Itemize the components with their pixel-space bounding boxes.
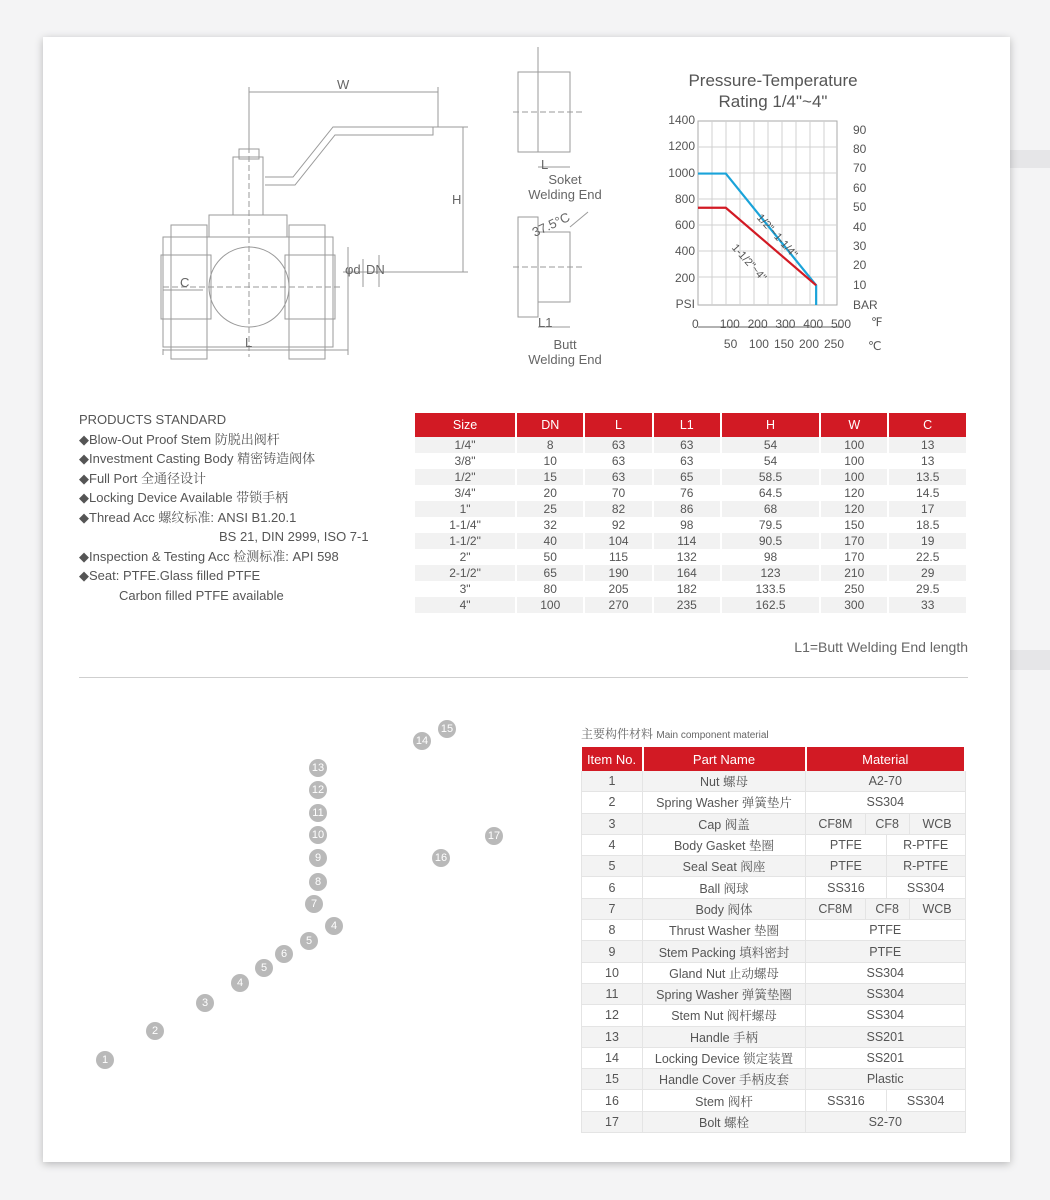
item-no-cell: 15 xyxy=(582,1069,643,1090)
dims-cell: 115 xyxy=(584,549,652,565)
material-cell: SS316 xyxy=(806,877,887,898)
dim-l1-label: L1 xyxy=(538,315,553,330)
part-name-cell: Bolt 螺栓 xyxy=(643,1111,806,1132)
dims-cell: 29.5 xyxy=(888,581,967,597)
table-row xyxy=(582,1026,966,1047)
dims-cell: 164 xyxy=(653,565,721,581)
dims-cell: 100 xyxy=(820,453,888,469)
angle-label: 37.5°C xyxy=(529,209,573,240)
dims-cell: 270 xyxy=(584,597,652,613)
dims-cell: 98 xyxy=(653,517,721,533)
item-no-cell: 10 xyxy=(582,962,643,983)
materials-header-cell: Part Name xyxy=(643,747,806,771)
dims-header-cell: C xyxy=(888,413,967,437)
x-bottom-tick: 200 xyxy=(798,337,819,351)
dims-cell: 40 xyxy=(516,533,584,549)
dims-cell: 80 xyxy=(516,581,584,597)
dims-cell: 120 xyxy=(820,501,888,517)
catalog-page xyxy=(43,37,1010,1162)
table-row xyxy=(582,877,966,898)
table-row xyxy=(415,485,967,501)
dims-cell: 17 xyxy=(888,501,967,517)
dims-cell: 90.5 xyxy=(721,533,820,549)
table-row xyxy=(415,533,967,549)
table-row xyxy=(582,1090,966,1111)
x-top-tick: 0 xyxy=(692,317,699,331)
material-cell: CF8M xyxy=(806,813,866,834)
chart-grid xyxy=(698,121,837,305)
dims-cell: 54 xyxy=(721,437,820,453)
dims-cell: 1-1/2" xyxy=(415,533,516,549)
series-label: 1-1/2"~4" xyxy=(729,242,769,284)
callout-number: 4 xyxy=(231,974,249,992)
callout-number: 5 xyxy=(255,959,273,977)
x-top-tick: 100 xyxy=(719,317,740,331)
dims-cell: 65 xyxy=(516,565,584,581)
table-row xyxy=(582,792,966,813)
dims-header-cell: Size xyxy=(415,413,516,437)
dims-cell: 70 xyxy=(584,485,652,501)
standard-item: ◆Thread Acc 螺纹标准: ANSI B1.20.1 xyxy=(79,509,297,525)
dims-cell: 104 xyxy=(584,533,652,549)
part-name-cell: Stem Nut 阀杆螺母 xyxy=(643,1005,806,1026)
products-standard xyxy=(79,410,369,605)
item-no-cell: 14 xyxy=(582,1047,643,1068)
part-name-cell: Gland Nut 止动螺母 xyxy=(643,962,806,983)
y-right-tick: 90 xyxy=(853,122,867,137)
dims-cell: 182 xyxy=(653,581,721,597)
x-top-tick: 400 xyxy=(803,317,824,331)
dims-cell: 22.5 xyxy=(888,549,967,565)
item-no-cell: 4 xyxy=(582,834,643,855)
part-name-cell: Cap 阀盖 xyxy=(643,813,806,834)
dim-h-label: H xyxy=(452,192,462,207)
dims-cell: 65 xyxy=(653,469,721,485)
dims-cell: 33 xyxy=(888,597,967,613)
dims-cell: 76 xyxy=(653,485,721,501)
dim-l-socket-label: L xyxy=(541,157,549,172)
dims-cell: 162.5 xyxy=(721,597,820,613)
x-bottom-tick: 250 xyxy=(823,337,845,351)
dims-cell: 64.5 xyxy=(721,485,820,501)
dims-cell: 123 xyxy=(721,565,820,581)
y-left-tick: 1400 xyxy=(668,113,695,127)
table-row xyxy=(582,1069,966,1090)
dims-cell: 15 xyxy=(516,469,584,485)
dims-cell: 13 xyxy=(888,437,967,453)
y-left-tick: 1200 xyxy=(668,139,695,154)
material-cell: WCB xyxy=(909,898,965,919)
dims-cell: 8 xyxy=(516,437,584,453)
dim-dn-label: DN xyxy=(366,262,385,277)
socket-end-caption: Soket Welding End xyxy=(528,172,602,202)
material-cell: PTFE xyxy=(806,856,887,877)
standard-item-continuation: Carbon filled PTFE available xyxy=(119,587,284,603)
material-cell: PTFE xyxy=(806,920,966,941)
dims-header-cell: L1 xyxy=(653,413,721,437)
callout-number: 7 xyxy=(305,895,323,913)
dimensions-table xyxy=(415,413,968,613)
dims-cell: 3" xyxy=(415,581,516,597)
item-no-cell: 2 xyxy=(582,792,643,813)
table-row xyxy=(582,771,966,792)
material-cell: R-PTFE xyxy=(886,856,965,877)
table-row xyxy=(415,453,967,469)
item-no-cell: 13 xyxy=(582,1026,643,1047)
callout-number: 10 xyxy=(309,826,327,844)
part-name-cell: Spring Washer 弹簧垫圈 xyxy=(643,983,806,1004)
table-row xyxy=(415,517,967,533)
item-no-cell: 11 xyxy=(582,983,643,1004)
callout-number: 1 xyxy=(96,1051,114,1069)
part-name-cell: Seal Seat 阀座 xyxy=(643,856,806,877)
y-left-tick: 600 xyxy=(674,218,695,233)
y-left-tick: 1000 xyxy=(668,165,695,180)
item-no-cell: 1 xyxy=(582,771,643,792)
material-cell: CF8 xyxy=(865,813,909,834)
dims-cell: 100 xyxy=(516,597,584,613)
material-cell: Plastic xyxy=(806,1069,966,1090)
table-row xyxy=(582,1047,966,1068)
table-row xyxy=(582,1005,966,1026)
dims-cell: 132 xyxy=(653,549,721,565)
dims-cell: 63 xyxy=(584,469,652,485)
dims-cell: 54 xyxy=(721,453,820,469)
x-top-label: ℉ xyxy=(871,315,883,329)
callout-number: 8 xyxy=(309,873,327,891)
dims-cell: 1/2" xyxy=(415,469,516,485)
material-cell: PTFE xyxy=(806,941,966,962)
dims-cell: 1-1/4" xyxy=(415,517,516,533)
series-label: 1/2"~1-1/4" xyxy=(754,212,800,261)
y-left-tick: 200 xyxy=(674,270,695,285)
standard-item: ◆Inspection & Testing Acc 检测标准: API 598 xyxy=(79,548,339,564)
y-left-tick: 400 xyxy=(674,244,695,259)
standard-heading: PRODUCTS STANDARD xyxy=(79,412,227,427)
table-row xyxy=(582,983,966,1004)
y-right-tick: 70 xyxy=(853,161,867,176)
material-cell: R-PTFE xyxy=(886,834,965,855)
chart-title: Pressure-Temperature Rating 1/4"~4" xyxy=(688,71,858,111)
dims-cell: 1/4" xyxy=(415,437,516,453)
table-row xyxy=(582,941,966,962)
part-name-cell: Handle Cover 手柄皮套 xyxy=(643,1069,806,1090)
dim-w-label: W xyxy=(337,77,350,92)
material-cell: PTFE xyxy=(806,834,887,855)
table-row xyxy=(415,549,967,565)
material-cell: WCB xyxy=(909,813,965,834)
y-right-tick: 50 xyxy=(853,200,867,215)
material-cell: SS201 xyxy=(806,1047,966,1068)
dims-cell: 18.5 xyxy=(888,517,967,533)
material-cell: SS201 xyxy=(806,1026,966,1047)
table-row xyxy=(582,856,966,877)
y-right-tick: 80 xyxy=(853,142,867,157)
x-bottom-tick: 100 xyxy=(748,337,769,351)
dim-c-label: C xyxy=(180,275,190,290)
callout-number: 2 xyxy=(146,1022,164,1040)
item-no-cell: 8 xyxy=(582,920,643,941)
standard-item: ◆Full Port 全通径设计 xyxy=(79,470,207,486)
part-name-cell: Stem Packing 填料密封 xyxy=(643,941,806,962)
table-row xyxy=(415,597,967,613)
dims-cell: 98 xyxy=(721,549,820,565)
x-top-tick: 500 xyxy=(831,317,852,331)
x-bottom-label: ℃ xyxy=(868,339,882,353)
table-row xyxy=(415,469,967,485)
dims-cell: 32 xyxy=(516,517,584,533)
dims-cell: 13.5 xyxy=(888,469,967,485)
dims-cell: 58.5 xyxy=(721,469,820,485)
valve-body-outline xyxy=(163,237,333,347)
dims-cell: 92 xyxy=(584,517,652,533)
callout-number: 13 xyxy=(309,759,327,777)
dims-cell: 2-1/2" xyxy=(415,565,516,581)
dims-cell: 235 xyxy=(653,597,721,613)
y-right-tick: 30 xyxy=(853,238,867,253)
dims-cell: 4" xyxy=(415,597,516,613)
dims-cell: 100 xyxy=(820,437,888,453)
dims-cell: 150 xyxy=(820,517,888,533)
section-divider xyxy=(79,677,968,678)
y-right-tick: 40 xyxy=(853,219,867,234)
callout-number: 11 xyxy=(309,804,327,822)
dims-cell: 170 xyxy=(820,549,888,565)
standard-item: ◆Seat: PTFE.Glass filled PTFE xyxy=(79,568,261,583)
material-cell: SS304 xyxy=(886,877,965,898)
dims-cell: 63 xyxy=(584,437,652,453)
dims-cell: 14.5 xyxy=(888,485,967,501)
dims-cell: 133.5 xyxy=(721,581,820,597)
table-row xyxy=(582,1111,966,1132)
dim-phi-d-label: φd xyxy=(345,262,361,277)
callout-number: 9 xyxy=(309,849,327,867)
callout-number: 6 xyxy=(275,945,293,963)
dims-cell: 68 xyxy=(721,501,820,517)
dims-cell: 210 xyxy=(820,565,888,581)
dims-cell: 13 xyxy=(888,453,967,469)
material-cell: SS304 xyxy=(806,983,966,1004)
item-no-cell: 7 xyxy=(582,898,643,919)
table-row xyxy=(415,581,967,597)
x-top-tick: 300 xyxy=(775,317,796,331)
background-stripe xyxy=(1010,650,1050,670)
part-name-cell: Body 阀体 xyxy=(643,898,806,919)
dims-header-cell: L xyxy=(584,413,652,437)
callout-number: 14 xyxy=(413,732,431,750)
standard-item: ◆Locking Device Available 带锁手柄 xyxy=(79,490,289,505)
table-row xyxy=(582,834,966,855)
dims-cell: 10 xyxy=(516,453,584,469)
background-stripe xyxy=(1010,150,1050,168)
y-right-tick: 10 xyxy=(853,277,867,292)
dim-l-label: L xyxy=(245,335,253,350)
butt-weld-note: L1=Butt Welding End length xyxy=(794,639,968,655)
table-row xyxy=(415,565,967,581)
y-left-tick: 800 xyxy=(674,191,695,206)
material-cell: SS304 xyxy=(806,1005,966,1026)
callout-number: 4 xyxy=(325,917,343,935)
dims-cell: 79.5 xyxy=(721,517,820,533)
material-cell: CF8 xyxy=(865,898,909,919)
material-cell: A2-70 xyxy=(806,771,966,792)
dims-cell: 170 xyxy=(820,533,888,549)
materials-header-cell: Material xyxy=(806,747,966,771)
dims-cell: 3/4" xyxy=(415,485,516,501)
dims-cell: 63 xyxy=(653,453,721,469)
table-row xyxy=(582,898,966,919)
callout-number: 12 xyxy=(309,781,327,799)
material-cell: CF8M xyxy=(806,898,866,919)
material-cell: SS304 xyxy=(886,1090,965,1111)
dims-cell: 25 xyxy=(516,501,584,517)
dims-cell: 100 xyxy=(820,469,888,485)
item-no-cell: 12 xyxy=(582,1005,643,1026)
item-no-cell: 16 xyxy=(582,1090,643,1111)
dims-cell: 205 xyxy=(584,581,652,597)
table-row xyxy=(582,962,966,983)
y-right-tick: 20 xyxy=(853,258,867,273)
dims-cell: 2" xyxy=(415,549,516,565)
materials-table xyxy=(581,747,966,1133)
table-row xyxy=(582,920,966,941)
dims-cell: 3/8" xyxy=(415,453,516,469)
material-cell: SS304 xyxy=(806,962,966,983)
standard-item-continuation: BS 21, DIN 2999, ISO 7-1 xyxy=(219,529,369,544)
dims-cell: 63 xyxy=(584,453,652,469)
part-name-cell: Body Gasket 垫圈 xyxy=(643,834,806,855)
part-name-cell: Ball 阀球 xyxy=(643,877,806,898)
dims-cell: 250 xyxy=(820,581,888,597)
dims-header-cell: DN xyxy=(516,413,584,437)
callout-number: 16 xyxy=(432,849,450,867)
y-right-tick: 60 xyxy=(853,180,867,195)
dims-cell: 1" xyxy=(415,501,516,517)
butt-end-caption: Butt Welding End xyxy=(528,337,602,367)
part-name-cell: Spring Washer 弹簧垫片 xyxy=(643,792,806,813)
series-line-0 xyxy=(698,174,816,305)
material-cell: S2-70 xyxy=(806,1111,966,1132)
y-right-label: BAR xyxy=(853,298,878,312)
y-left-label: PSI xyxy=(675,297,695,311)
x-bottom-tick: 50 xyxy=(723,337,738,351)
table-row xyxy=(415,437,967,453)
part-name-cell: Thrust Washer 垫圈 xyxy=(643,920,806,941)
item-no-cell: 3 xyxy=(582,813,643,834)
standard-item: ◆Blow-Out Proof Stem 防脱出阀杆 xyxy=(79,431,280,447)
table-row xyxy=(582,813,966,834)
material-cell: SS316 xyxy=(806,1090,887,1111)
part-name-cell: Handle 手柄 xyxy=(643,1026,806,1047)
dims-cell: 190 xyxy=(584,565,652,581)
dims-cell: 114 xyxy=(653,533,721,549)
x-top-tick: 200 xyxy=(747,317,768,331)
dims-header-cell: H xyxy=(721,413,820,437)
part-name-cell: Stem 阀杆 xyxy=(643,1090,806,1111)
dims-cell: 86 xyxy=(653,501,721,517)
table-row xyxy=(415,501,967,517)
dims-cell: 29 xyxy=(888,565,967,581)
part-name-cell: Locking Device 锁定装置 xyxy=(643,1047,806,1068)
dims-cell: 300 xyxy=(820,597,888,613)
item-no-cell: 5 xyxy=(582,856,643,877)
materials-title: 主要构件材料 Main component material xyxy=(581,727,769,741)
dims-header-cell: W xyxy=(820,413,888,437)
dims-cell: 63 xyxy=(653,437,721,453)
materials-header-cell: Item No. xyxy=(582,747,643,771)
callout-number: 17 xyxy=(485,827,503,845)
callout-number: 5 xyxy=(300,932,318,950)
item-no-cell: 17 xyxy=(582,1111,643,1132)
part-name-cell: Nut 螺母 xyxy=(643,771,806,792)
callout-number: 3 xyxy=(196,994,214,1012)
dims-cell: 50 xyxy=(516,549,584,565)
dims-cell: 20 xyxy=(516,485,584,501)
dims-cell: 19 xyxy=(888,533,967,549)
dims-cell: 82 xyxy=(584,501,652,517)
material-cell: SS304 xyxy=(806,792,966,813)
item-no-cell: 6 xyxy=(582,877,643,898)
dims-cell: 120 xyxy=(820,485,888,501)
callout-number: 15 xyxy=(438,720,456,738)
x-bottom-tick: 150 xyxy=(773,337,794,351)
item-no-cell: 9 xyxy=(582,941,643,962)
standard-item: ◆Investment Casting Body 精密铸造阀体 xyxy=(79,451,316,466)
